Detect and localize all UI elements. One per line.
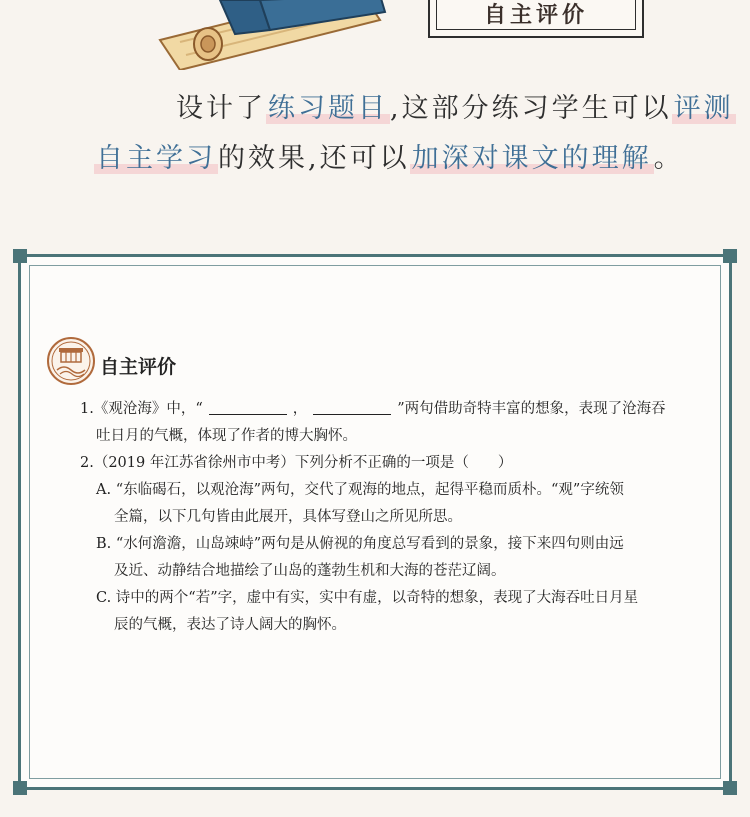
intro-line-1 (176, 86, 736, 125)
question-1-line-1 (80, 396, 666, 422)
title-frame (428, 0, 644, 38)
question-1-text: ”两句借助奇特丰富的想象，表现了沧海吞 (397, 401, 666, 417)
self-evaluation-badge-icon (46, 336, 96, 386)
title-frame-text: 自主评价 (483, 2, 588, 28)
section-title: 自主评价 (100, 356, 177, 378)
intro-line-2 (94, 136, 684, 175)
answer-blank[interactable] (313, 398, 391, 415)
highlight-evaluate: 评测 (673, 93, 734, 124)
option-c-line-2: 辰的气概，表达了诗人阔大的胸怀。 (114, 617, 346, 633)
scroll-illustration (150, 0, 390, 70)
option-a-line-2: 全篇，以下几句皆由此展开，具体写登山之所见所思。 (114, 509, 462, 525)
option-b-line-1: B. “水何澹澹，山岛竦峙”两句是从俯视的角度总写看到的景象，接下来四句则由远 (96, 536, 624, 552)
question-1-text: ， (292, 401, 308, 417)
frame-corner-ornament (723, 249, 737, 263)
frame-corner-ornament (13, 781, 27, 795)
question-2-line-1: 2.（2019 年江苏省徐州市中考）下列分析不正确的一项是（ ） (80, 455, 513, 471)
intro-text-segment: 。 (653, 143, 684, 174)
top-decoration (0, 0, 750, 70)
question-1-line-2: 吐日月的气概，体现了作者的博大胸怀。 (96, 428, 357, 444)
answer-blank[interactable] (209, 398, 287, 415)
option-c-line-1: C. 诗中的两个“若”字，虚中有实，实中有虚，以奇特的想象，表现了大海吞吐日月星 (96, 590, 639, 606)
highlight-deepen-understanding: 加深对课文的理解 (411, 143, 652, 174)
intro-text-segment: ,这部分练习学生可以 (390, 93, 672, 124)
question-1-text: 1.《观沧海》中，“ (80, 401, 203, 417)
frame-corner-ornament (13, 249, 27, 263)
highlight-self-study: 自主学习 (96, 143, 216, 174)
option-b-line-2: 及近、动静结合地描绘了山岛的蓬勃生机和大海的苍茫辽阔。 (114, 563, 506, 579)
intro-text-segment: 设计了 (176, 93, 266, 124)
option-a-line-1: A. “东临碣石，以观沧海”两句，交代了观海的地点，起得平稳而质朴。“观”字统领 (96, 482, 624, 498)
highlight-practice-questions: 练习题目 (268, 93, 388, 124)
intro-text-segment: 的效果,还可以 (218, 143, 410, 174)
frame-corner-ornament (723, 781, 737, 795)
